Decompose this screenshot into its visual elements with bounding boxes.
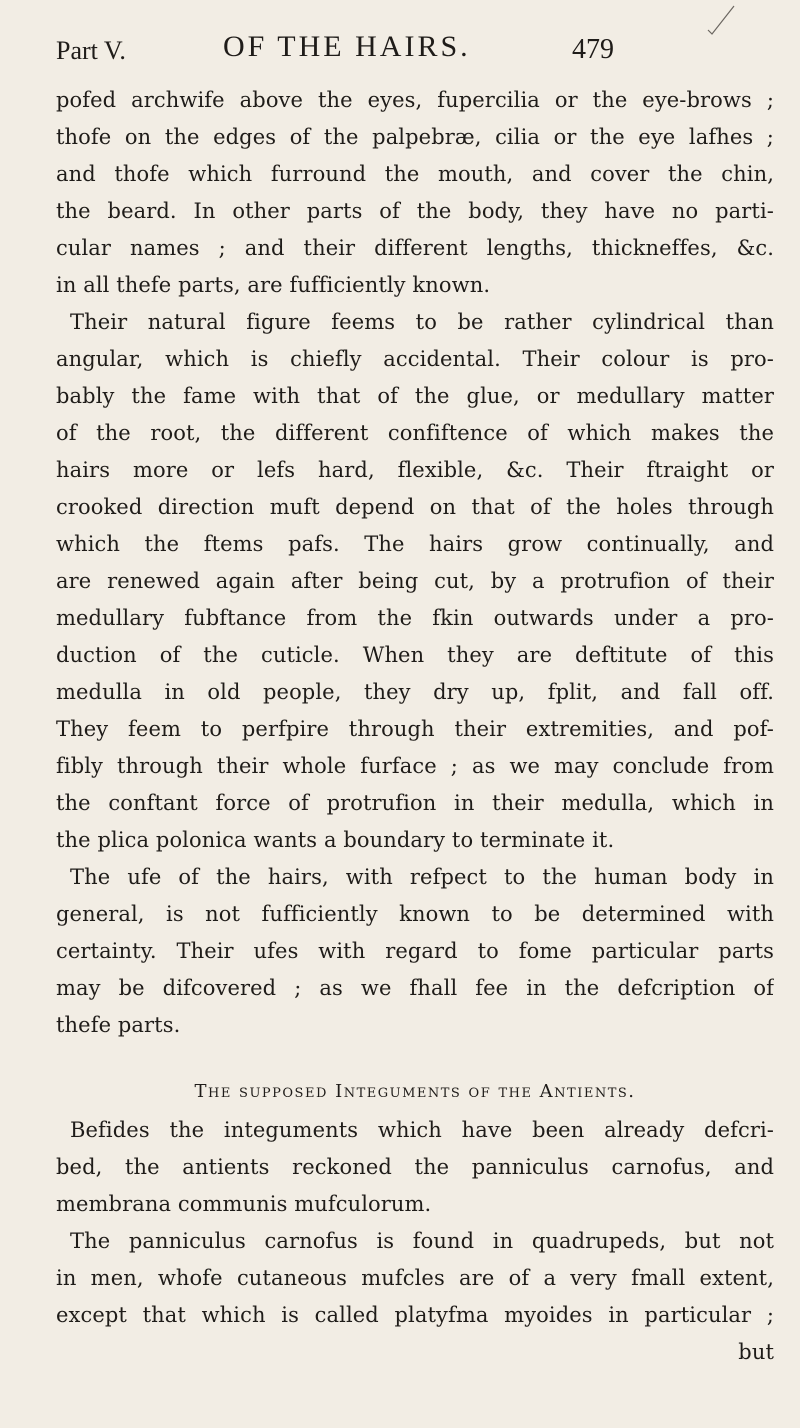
running-head xyxy=(0,22,800,82)
text-line: bed, the antients reckoned the panniculus carnofus, and xyxy=(56,1155,774,1179)
paragraph-4 xyxy=(56,1112,774,1223)
text-line: certainty. Their ufes with regard to fome particular parts xyxy=(56,939,774,963)
text-line: cular names ; and their different lengths, thickneffes, &c. xyxy=(56,236,774,260)
text-line: and thofe which furround the mouth, and cover the chin, xyxy=(56,162,774,186)
paragraph-3 xyxy=(56,859,774,1044)
text-line: in men, whofe cutaneous mufcles are of a very fmall extent, xyxy=(56,1266,774,1290)
running-head-title: OF THE HAIRS. xyxy=(223,30,471,63)
text-line: angular, which is chiefly accidental. Their colour is pro- xyxy=(56,347,774,371)
catchword: but xyxy=(738,1340,774,1364)
text-line: of the root, the different confiftence of which makes the xyxy=(56,421,774,445)
text-line: membrana communis mufculorum. xyxy=(56,1192,432,1216)
text-line: The panniculus carnofus is found in quadrupeds, but not xyxy=(70,1229,774,1253)
paragraph-1 xyxy=(56,82,774,304)
text-line: The ufe of the hairs, with refpect to the human body in xyxy=(70,865,774,889)
text-line: bably the fame with that of the glue, or medullary matter xyxy=(56,384,774,408)
paragraph-5 xyxy=(56,1223,774,1371)
text-line: crooked direction muft depend on that of the holes through xyxy=(56,495,774,519)
section-heading: The supposed Integuments of the Antients. xyxy=(194,1081,636,1102)
text-line: the beard. In other parts of the body, they have no parti- xyxy=(56,199,774,223)
text-line: the conftant force of protrufion in their medulla, which in xyxy=(56,791,774,815)
text-line: general, is not fufficiently known to be determined with xyxy=(56,902,774,926)
text-line: medullary fubftance from the fkin outwards under a pro- xyxy=(56,606,774,630)
text-line: are renewed again after being cut, by a protrufion of their xyxy=(56,569,774,593)
text-line: pofed archwife above the eyes, fupercilia or the eye-brows ; xyxy=(56,88,774,112)
body-text xyxy=(56,82,774,1371)
running-head-part: Part V. xyxy=(56,36,126,65)
section-gap xyxy=(56,1044,774,1072)
page-number: 479 xyxy=(572,34,614,65)
text-line: may be difcovered ; as we fhall fee in the defcription of xyxy=(56,976,774,1000)
text-line: fibly through their whole furface ; as we may conclude from xyxy=(56,754,774,778)
text-line: thefe parts. xyxy=(56,1013,181,1037)
paragraph-2 xyxy=(56,304,774,859)
text-line: except that which is called platyfma myoides in particular ; xyxy=(56,1303,774,1327)
text-line: which the ftems pafs. The hairs grow continually, and xyxy=(56,532,774,556)
text-line: in all thefe parts, are fufficiently known. xyxy=(56,273,491,297)
text-line: Their natural figure feems to be rather cylindrical than xyxy=(70,310,774,334)
text-line: They feem to perfpire through their extremities, and pof- xyxy=(56,717,774,741)
text-line: hairs more or lefs hard, flexible, &c. Their ftraight or xyxy=(56,458,774,482)
text-line: duction of the cuticle. When they are deftitute of this xyxy=(56,643,774,667)
pencil-tick-mark xyxy=(700,0,740,40)
text-line: Befides the integuments which have been already defcri- xyxy=(70,1118,774,1142)
text-line: the plica polonica wants a boundary to terminate it. xyxy=(56,828,615,852)
text-line: thofe on the edges of the palpebræ, cilia or the eye lafhes ; xyxy=(56,125,774,149)
text-line: medulla in old people, they dry up, fplit, and fall off. xyxy=(56,680,774,704)
